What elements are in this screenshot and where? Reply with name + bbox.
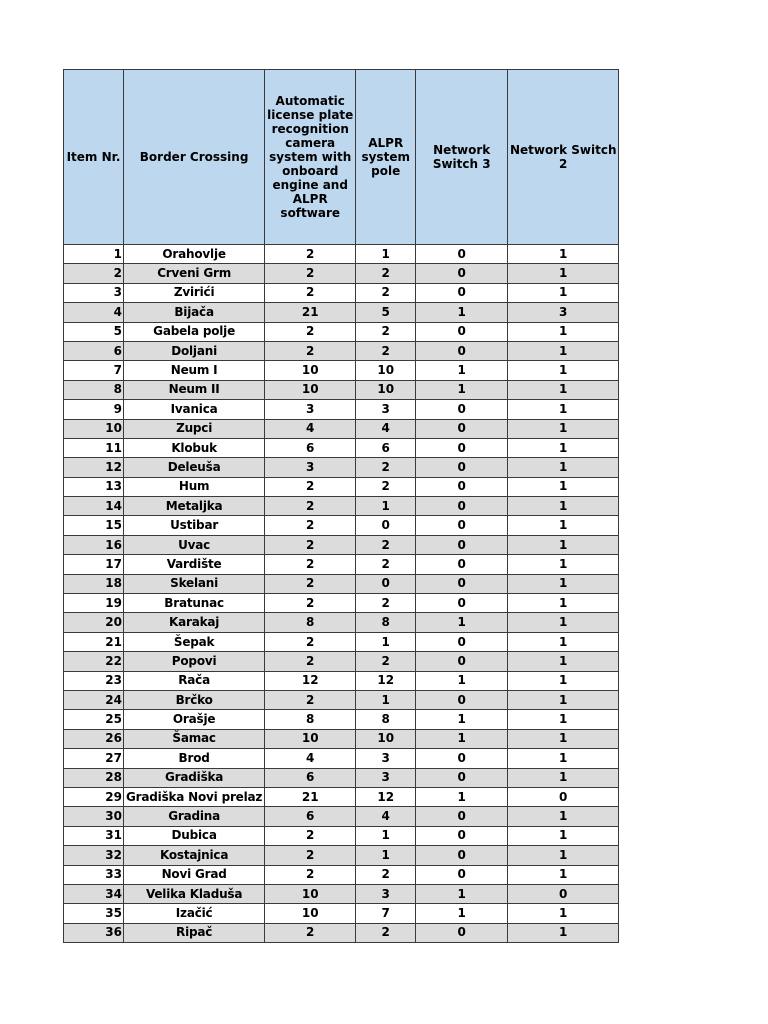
- cell-alpr-pole-count: 5: [356, 303, 416, 322]
- cell-item-nr: 29: [64, 787, 124, 806]
- cell-alpr-camera-count: 2: [265, 477, 356, 496]
- cell-network-switch-2-count: 1: [508, 555, 619, 574]
- cell-network-switch-3-count: 0: [416, 923, 508, 942]
- cell-alpr-camera-count: 4: [265, 419, 356, 438]
- cell-network-switch-3-count: 1: [416, 671, 508, 690]
- cell-alpr-camera-count: 10: [265, 380, 356, 399]
- cell-item-nr: 6: [64, 341, 124, 360]
- cell-item-nr: 9: [64, 400, 124, 419]
- cell-item-nr: 17: [64, 555, 124, 574]
- cell-item-nr: 1: [64, 245, 124, 264]
- cell-item-nr: 33: [64, 865, 124, 884]
- cell-alpr-camera-count: 2: [265, 923, 356, 942]
- table-row: [64, 826, 619, 845]
- cell-alpr-pole-count: 1: [356, 632, 416, 651]
- cell-alpr-camera-count: 2: [265, 594, 356, 613]
- cell-alpr-pole-count: 1: [356, 245, 416, 264]
- cell-network-switch-3-count: 0: [416, 807, 508, 826]
- cell-network-switch-2-count: 1: [508, 904, 619, 923]
- cell-network-switch-2-count: 1: [508, 516, 619, 535]
- cell-alpr-pole-count: 10: [356, 729, 416, 748]
- cell-item-nr: 11: [64, 438, 124, 457]
- cell-alpr-pole-count: 2: [356, 555, 416, 574]
- cell-network-switch-3-count: 0: [416, 283, 508, 302]
- table-row: [64, 652, 619, 671]
- cell-item-nr: 30: [64, 807, 124, 826]
- cell-border-crossing: Ustibar: [124, 516, 265, 535]
- cell-alpr-camera-count: 2: [265, 690, 356, 709]
- cell-network-switch-2-count: 1: [508, 264, 619, 283]
- cell-item-nr: 19: [64, 594, 124, 613]
- cell-alpr-camera-count: 10: [265, 729, 356, 748]
- cell-network-switch-2-count: 1: [508, 477, 619, 496]
- cell-border-crossing: Deleuša: [124, 458, 265, 477]
- cell-network-switch-3-count: 0: [416, 632, 508, 651]
- cell-network-switch-2-count: 3: [508, 303, 619, 322]
- cell-alpr-camera-count: 8: [265, 710, 356, 729]
- cell-border-crossing: Vardište: [124, 555, 265, 574]
- cell-alpr-camera-count: 2: [265, 535, 356, 554]
- cell-border-crossing: Orašje: [124, 710, 265, 729]
- cell-item-nr: 16: [64, 535, 124, 554]
- cell-item-nr: 10: [64, 419, 124, 438]
- cell-item-nr: 2: [64, 264, 124, 283]
- cell-alpr-camera-count: 2: [265, 555, 356, 574]
- cell-network-switch-2-count: 1: [508, 438, 619, 457]
- cell-alpr-camera-count: 6: [265, 438, 356, 457]
- table-row: [64, 904, 619, 923]
- cell-alpr-pole-count: 0: [356, 574, 416, 593]
- cell-border-crossing: Ripač: [124, 923, 265, 942]
- cell-alpr-pole-count: 2: [356, 594, 416, 613]
- cell-alpr-pole-count: 2: [356, 923, 416, 942]
- table-row: [64, 613, 619, 632]
- cell-network-switch-3-count: 1: [416, 729, 508, 748]
- cell-network-switch-3-count: 0: [416, 438, 508, 457]
- table-row: [64, 749, 619, 768]
- cell-border-crossing: Izačić: [124, 904, 265, 923]
- cell-alpr-camera-count: 3: [265, 458, 356, 477]
- cell-item-nr: 5: [64, 322, 124, 341]
- cell-alpr-pole-count: 2: [356, 458, 416, 477]
- cell-network-switch-2-count: 1: [508, 245, 619, 264]
- cell-alpr-camera-count: 21: [265, 787, 356, 806]
- cell-network-switch-2-count: 1: [508, 594, 619, 613]
- cell-alpr-camera-count: 2: [265, 826, 356, 845]
- cell-item-nr: 12: [64, 458, 124, 477]
- header-network-switch-3: Network Switch 3: [416, 70, 508, 245]
- cell-network-switch-2-count: 1: [508, 729, 619, 748]
- cell-item-nr: 13: [64, 477, 124, 496]
- cell-alpr-pole-count: 3: [356, 400, 416, 419]
- cell-alpr-pole-count: 1: [356, 826, 416, 845]
- cell-item-nr: 28: [64, 768, 124, 787]
- header-row: [64, 70, 619, 245]
- cell-network-switch-3-count: 1: [416, 361, 508, 380]
- cell-network-switch-3-count: 0: [416, 341, 508, 360]
- table-row: [64, 400, 619, 419]
- cell-item-nr: 15: [64, 516, 124, 535]
- table-row: [64, 516, 619, 535]
- cell-item-nr: 34: [64, 884, 124, 903]
- cell-alpr-camera-count: 10: [265, 361, 356, 380]
- cell-item-nr: 25: [64, 710, 124, 729]
- cell-network-switch-2-count: 1: [508, 322, 619, 341]
- cell-border-crossing: Bijača: [124, 303, 265, 322]
- cell-border-crossing: Klobuk: [124, 438, 265, 457]
- table-row: [64, 361, 619, 380]
- table-row: [64, 574, 619, 593]
- cell-network-switch-2-count: 1: [508, 458, 619, 477]
- cell-border-crossing: Bratunac: [124, 594, 265, 613]
- cell-alpr-camera-count: 8: [265, 613, 356, 632]
- cell-alpr-camera-count: 6: [265, 807, 356, 826]
- cell-network-switch-2-count: 0: [508, 884, 619, 903]
- cell-alpr-pole-count: 0: [356, 516, 416, 535]
- cell-item-nr: 27: [64, 749, 124, 768]
- cell-network-switch-3-count: 0: [416, 419, 508, 438]
- table-row: [64, 690, 619, 709]
- cell-alpr-camera-count: 2: [265, 264, 356, 283]
- cell-network-switch-2-count: 1: [508, 749, 619, 768]
- table-row: [64, 303, 619, 322]
- cell-item-nr: 14: [64, 497, 124, 516]
- cell-network-switch-2-count: 1: [508, 419, 619, 438]
- cell-network-switch-2-count: 1: [508, 865, 619, 884]
- cell-border-crossing: Zvirići: [124, 283, 265, 302]
- cell-alpr-camera-count: 3: [265, 400, 356, 419]
- cell-alpr-camera-count: 2: [265, 245, 356, 264]
- cell-alpr-camera-count: 10: [265, 904, 356, 923]
- cell-network-switch-3-count: 0: [416, 322, 508, 341]
- table-row: [64, 710, 619, 729]
- cell-item-nr: 3: [64, 283, 124, 302]
- cell-network-switch-2-count: 1: [508, 574, 619, 593]
- cell-border-crossing: Brod: [124, 749, 265, 768]
- cell-alpr-camera-count: 2: [265, 574, 356, 593]
- cell-alpr-pole-count: 10: [356, 361, 416, 380]
- cell-alpr-pole-count: 4: [356, 419, 416, 438]
- cell-network-switch-3-count: 0: [416, 555, 508, 574]
- cell-border-crossing: Kostajnica: [124, 846, 265, 865]
- table-row: [64, 322, 619, 341]
- cell-border-crossing: Šepak: [124, 632, 265, 651]
- table-row: [64, 594, 619, 613]
- cell-network-switch-3-count: 1: [416, 710, 508, 729]
- cell-item-nr: 21: [64, 632, 124, 651]
- cell-alpr-pole-count: 4: [356, 807, 416, 826]
- cell-border-crossing: Neum I: [124, 361, 265, 380]
- header-border-crossing: Border Crossing: [124, 70, 265, 245]
- cell-alpr-pole-count: 2: [356, 865, 416, 884]
- cell-network-switch-2-count: 1: [508, 807, 619, 826]
- cell-border-crossing: Ivanica: [124, 400, 265, 419]
- table-row: [64, 264, 619, 283]
- cell-alpr-camera-count: 2: [265, 497, 356, 516]
- cell-alpr-pole-count: 2: [356, 341, 416, 360]
- cell-border-crossing: Novi Grad: [124, 865, 265, 884]
- cell-alpr-camera-count: 2: [265, 341, 356, 360]
- table-row: [64, 884, 619, 903]
- cell-alpr-camera-count: 4: [265, 749, 356, 768]
- cell-network-switch-3-count: 1: [416, 613, 508, 632]
- cell-network-switch-3-count: 0: [416, 535, 508, 554]
- cell-item-nr: 22: [64, 652, 124, 671]
- cell-alpr-camera-count: 2: [265, 632, 356, 651]
- cell-network-switch-3-count: 0: [416, 574, 508, 593]
- cell-alpr-pole-count: 2: [356, 283, 416, 302]
- table-row: [64, 807, 619, 826]
- table-row: [64, 245, 619, 264]
- cell-alpr-camera-count: 6: [265, 768, 356, 787]
- cell-item-nr: 23: [64, 671, 124, 690]
- table-row: [64, 555, 619, 574]
- cell-alpr-camera-count: 12: [265, 671, 356, 690]
- cell-alpr-pole-count: 3: [356, 884, 416, 903]
- cell-alpr-camera-count: 2: [265, 283, 356, 302]
- cell-border-crossing: Hum: [124, 477, 265, 496]
- cell-alpr-camera-count: 2: [265, 846, 356, 865]
- cell-alpr-pole-count: 3: [356, 768, 416, 787]
- cell-item-nr: 8: [64, 380, 124, 399]
- table-row: [64, 341, 619, 360]
- cell-network-switch-3-count: 0: [416, 458, 508, 477]
- table-row: [64, 283, 619, 302]
- cell-border-crossing: Brčko: [124, 690, 265, 709]
- table-row: [64, 923, 619, 942]
- cell-border-crossing: Orahovlje: [124, 245, 265, 264]
- table-row: [64, 438, 619, 457]
- cell-item-nr: 26: [64, 729, 124, 748]
- cell-item-nr: 36: [64, 923, 124, 942]
- cell-network-switch-2-count: 0: [508, 787, 619, 806]
- cell-alpr-pole-count: 6: [356, 438, 416, 457]
- cell-border-crossing: Metaljka: [124, 497, 265, 516]
- cell-network-switch-2-count: 1: [508, 923, 619, 942]
- table-row: [64, 458, 619, 477]
- cell-network-switch-3-count: 0: [416, 846, 508, 865]
- cell-alpr-pole-count: 7: [356, 904, 416, 923]
- header-alpr-system-pole: ALPR system pole: [356, 70, 416, 245]
- cell-network-switch-3-count: 1: [416, 380, 508, 399]
- cell-alpr-pole-count: 12: [356, 787, 416, 806]
- table-row: [64, 846, 619, 865]
- cell-network-switch-2-count: 1: [508, 768, 619, 787]
- cell-network-switch-2-count: 1: [508, 846, 619, 865]
- cell-border-crossing: Neum II: [124, 380, 265, 399]
- cell-border-crossing: Velika Kladuša: [124, 884, 265, 903]
- table-row: [64, 535, 619, 554]
- cell-network-switch-3-count: 0: [416, 865, 508, 884]
- cell-alpr-pole-count: 1: [356, 690, 416, 709]
- cell-alpr-camera-count: 2: [265, 322, 356, 341]
- cell-alpr-camera-count: 10: [265, 884, 356, 903]
- cell-network-switch-3-count: 1: [416, 303, 508, 322]
- border-crossing-equipment-table: [63, 69, 619, 943]
- cell-item-nr: 31: [64, 826, 124, 845]
- table-row: [64, 497, 619, 516]
- cell-network-switch-2-count: 1: [508, 361, 619, 380]
- cell-network-switch-2-count: 1: [508, 690, 619, 709]
- cell-network-switch-3-count: 1: [416, 787, 508, 806]
- cell-network-switch-2-count: 1: [508, 613, 619, 632]
- cell-alpr-pole-count: 8: [356, 613, 416, 632]
- header-item-nr: Item Nr.: [64, 70, 124, 245]
- cell-item-nr: 4: [64, 303, 124, 322]
- cell-alpr-camera-count: 2: [265, 516, 356, 535]
- cell-item-nr: 35: [64, 904, 124, 923]
- cell-network-switch-3-count: 1: [416, 884, 508, 903]
- cell-network-switch-3-count: 0: [416, 690, 508, 709]
- cell-alpr-pole-count: 2: [356, 535, 416, 554]
- table-row: [64, 419, 619, 438]
- table-body: [64, 245, 619, 943]
- cell-border-crossing: Doljani: [124, 341, 265, 360]
- cell-border-crossing: Dubica: [124, 826, 265, 845]
- cell-network-switch-2-count: 1: [508, 341, 619, 360]
- cell-network-switch-2-count: 1: [508, 671, 619, 690]
- table-row: [64, 380, 619, 399]
- cell-network-switch-2-count: 1: [508, 710, 619, 729]
- cell-alpr-camera-count: 2: [265, 652, 356, 671]
- cell-alpr-pole-count: 1: [356, 497, 416, 516]
- table-row: [64, 768, 619, 787]
- cell-network-switch-3-count: 0: [416, 400, 508, 419]
- cell-border-crossing: Rača: [124, 671, 265, 690]
- cell-item-nr: 20: [64, 613, 124, 632]
- cell-alpr-pole-count: 12: [356, 671, 416, 690]
- cell-border-crossing: Šamac: [124, 729, 265, 748]
- cell-alpr-pole-count: 2: [356, 652, 416, 671]
- header-network-switch-2: Network Switch 2: [508, 70, 619, 245]
- cell-item-nr: 24: [64, 690, 124, 709]
- cell-border-crossing: Skelani: [124, 574, 265, 593]
- cell-network-switch-2-count: 1: [508, 400, 619, 419]
- cell-network-switch-2-count: 1: [508, 632, 619, 651]
- cell-border-crossing: Gradina: [124, 807, 265, 826]
- cell-network-switch-3-count: 1: [416, 904, 508, 923]
- cell-network-switch-3-count: 0: [416, 264, 508, 283]
- cell-border-crossing: Gradiška: [124, 768, 265, 787]
- cell-border-crossing: Karakaj: [124, 613, 265, 632]
- cell-network-switch-3-count: 0: [416, 594, 508, 613]
- table-row: [64, 865, 619, 884]
- cell-item-nr: 7: [64, 361, 124, 380]
- cell-network-switch-2-count: 1: [508, 497, 619, 516]
- cell-network-switch-3-count: 0: [416, 652, 508, 671]
- cell-item-nr: 32: [64, 846, 124, 865]
- cell-alpr-pole-count: 3: [356, 749, 416, 768]
- cell-border-crossing: Popovi: [124, 652, 265, 671]
- cell-alpr-camera-count: 21: [265, 303, 356, 322]
- cell-alpr-pole-count: 2: [356, 477, 416, 496]
- cell-border-crossing: Uvac: [124, 535, 265, 554]
- cell-border-crossing: Gradiška Novi prelaz: [124, 787, 265, 806]
- cell-network-switch-3-count: 0: [416, 245, 508, 264]
- cell-network-switch-3-count: 0: [416, 749, 508, 768]
- cell-network-switch-2-count: 1: [508, 283, 619, 302]
- table-row: [64, 671, 619, 690]
- cell-network-switch-2-count: 1: [508, 652, 619, 671]
- table-row: [64, 787, 619, 806]
- cell-item-nr: 18: [64, 574, 124, 593]
- cell-alpr-camera-count: 2: [265, 865, 356, 884]
- cell-network-switch-2-count: 1: [508, 535, 619, 554]
- cell-network-switch-2-count: 1: [508, 380, 619, 399]
- cell-network-switch-2-count: 1: [508, 826, 619, 845]
- cell-border-crossing: Gabela polje: [124, 322, 265, 341]
- cell-alpr-pole-count: 2: [356, 322, 416, 341]
- table-row: [64, 477, 619, 496]
- cell-alpr-pole-count: 2: [356, 264, 416, 283]
- cell-border-crossing: Crveni Grm: [124, 264, 265, 283]
- cell-network-switch-3-count: 0: [416, 768, 508, 787]
- cell-alpr-pole-count: 1: [356, 846, 416, 865]
- cell-network-switch-3-count: 0: [416, 477, 508, 496]
- table-row: [64, 632, 619, 651]
- cell-alpr-pole-count: 10: [356, 380, 416, 399]
- cell-alpr-pole-count: 8: [356, 710, 416, 729]
- cell-border-crossing: Zupci: [124, 419, 265, 438]
- header-alpr-camera-system: Automatic license plate recognition camera system with onboard engine and ALPR software: [265, 70, 356, 245]
- cell-network-switch-3-count: 0: [416, 516, 508, 535]
- cell-network-switch-3-count: 0: [416, 826, 508, 845]
- table-row: [64, 729, 619, 748]
- cell-network-switch-3-count: 0: [416, 497, 508, 516]
